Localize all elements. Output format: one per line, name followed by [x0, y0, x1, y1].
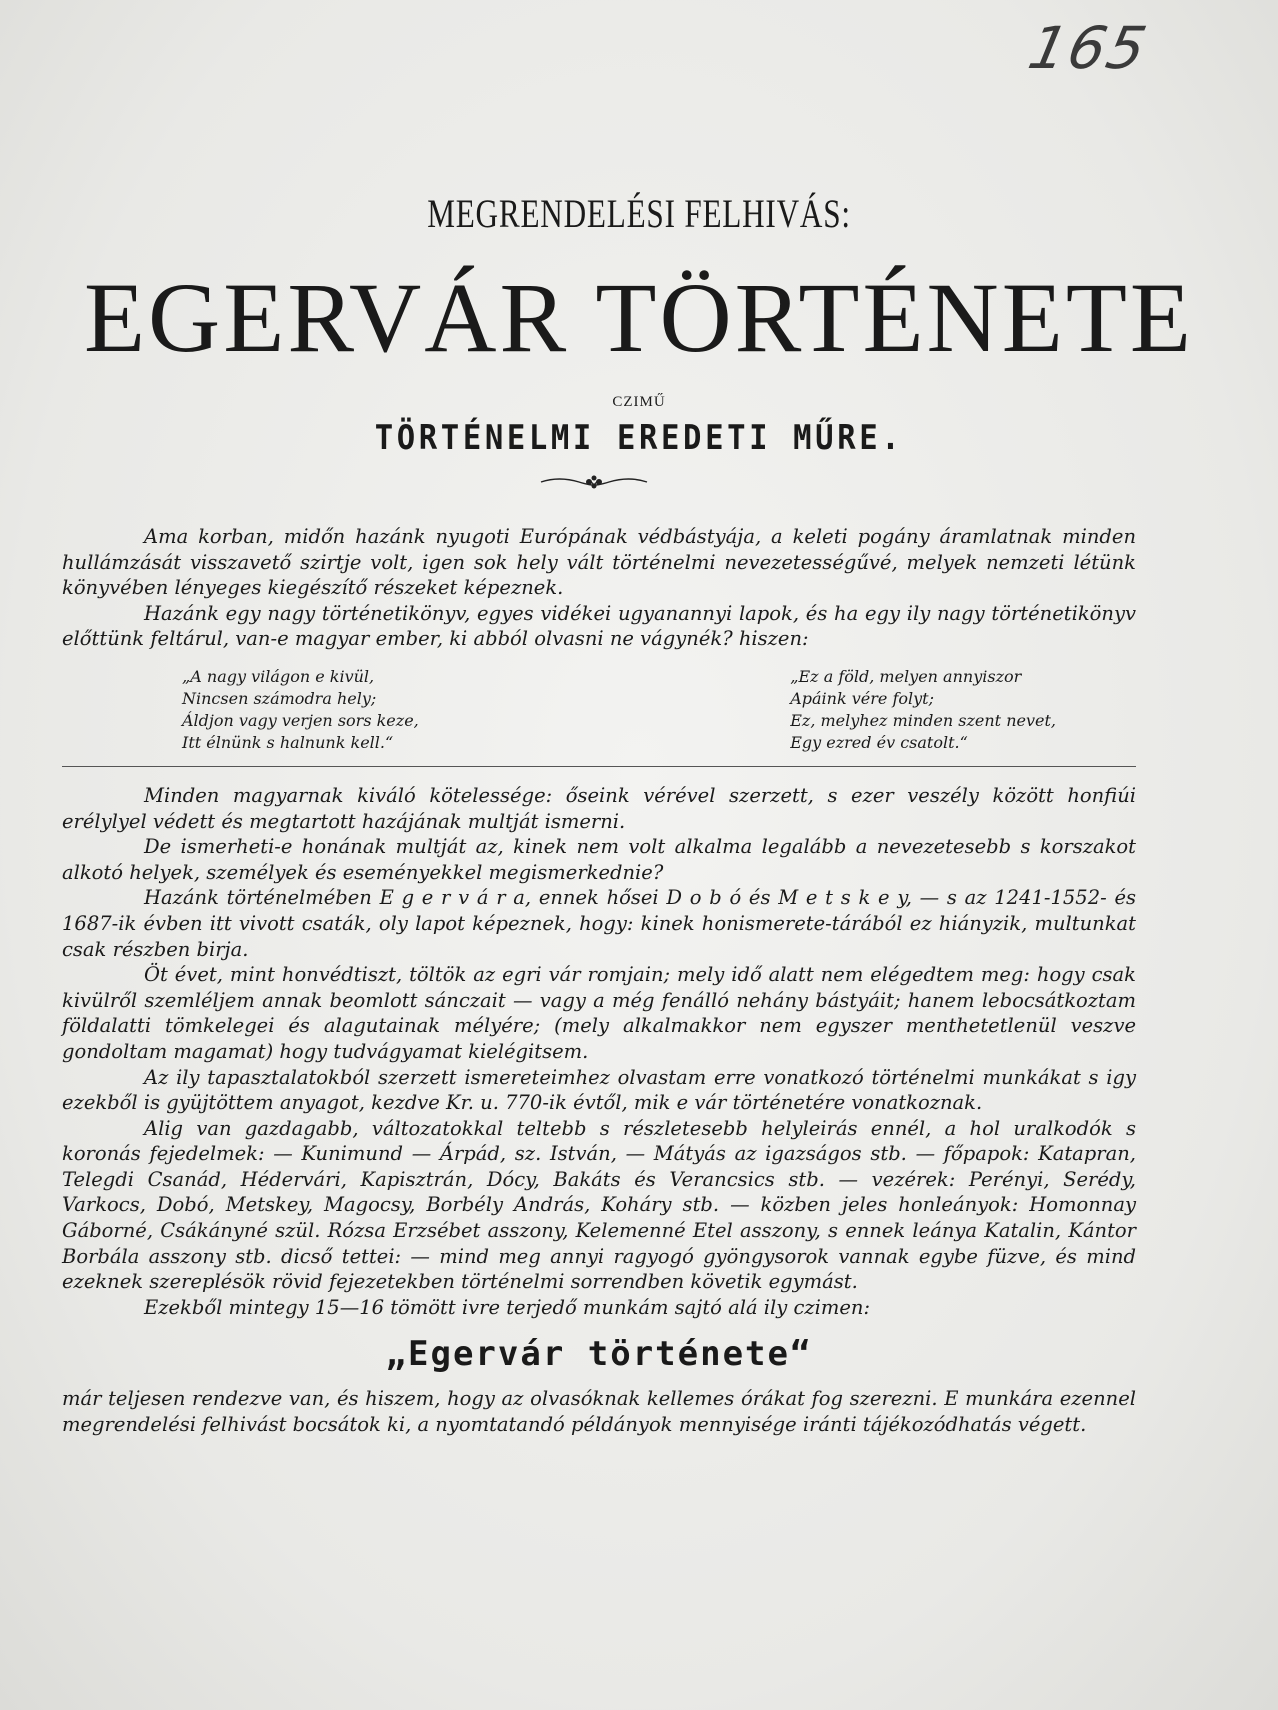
verse-left: [182, 666, 419, 754]
verse-line: Nincsen számodra hely;: [182, 688, 377, 708]
document-body: [62, 524, 1136, 1437]
verse-right: [790, 666, 1056, 754]
document-title: EGERVÁR TÖRTÉNETE: [83, 262, 1195, 373]
verse-line: Ez, melyhez minden szent nevet,: [790, 710, 1056, 730]
paragraph: Alig van gazdagabb, változatokkal teltebb s részletesebb helyleirás ennél, a hol uralkodók s koronás fejedelmek: — Kunimund — Árpád, sz. István, — Mátyás az igazságos stb. — főpapok: Katapran, Telegdi Csanád, Hédervári, Kapisztrán, Dócy, Bakáts és Verancsics stb. — vezérek: Perényi, Serédy, Varkocs, Dobó, Metskey, Magocsy, Borbély András, Koháry stb. — közben jeles honleányok: Homonnay Gáborné, Csákányné szül. Rózsa Erzsébet asszony, Kelemenné Etel asszony, s ennek leánya Katalin, Kántor Borbála asszony stb. dicső tettei: — mind meg annyi ragyogó gyöngysorok vannak egybe füzve, és mind ezeknek szereplésök rövid fejezetekben történelmi sorrendben követik egymást.: [62, 1116, 1136, 1294]
paragraph: Ama korban, midőn hazánk nyugoti Európának védbástyája, a keleti pogány áramlatnak minden hullámzását visszavető szirtje volt, igen sok hely vált történelmi nevezetességűvé, melyek nemzeti létünk könyvében lényeges kiegészítő részeket képeznek.: [62, 525, 1136, 600]
book-title: „Egervár története“: [385, 1334, 813, 1375]
paragraph: Ezekből mintegy 15—16 tömött ivre terjedő munkám sajtó alá ily czimen:: [144, 1295, 871, 1319]
verse-line: Áldjon vagy verjen sors keze,: [182, 710, 419, 730]
handwritten-page-number: 165: [1022, 14, 1154, 82]
closing-paragraph: már teljesen rendezve van, és hiszem, hogy az olvasóknak kellemes órákat fog szerezni. E munkára ezennel megrendelési felhivást bocsátok ki, a nyomtatandó példányok mennyisége iránti tájékozódhatás végett.: [62, 1387, 1136, 1436]
ornament-divider-icon: [539, 472, 649, 492]
verse-line: „Ez a föld, melyen annyiszor: [790, 666, 1022, 686]
announcement-kicker: MEGRENDELÉSI FELHIVÁS:: [427, 191, 851, 236]
verse-line: Egy ezred év csatolt.“: [790, 732, 968, 752]
paragraph: Öt évet, mint honvédtiszt, töltök az egri vár romjain; mely idő alatt nem elégedtem meg: hogy csak kivülről szemléljem annak beomlott sánczait — vagy a még fenálló nehány bástyáit; hanem lebocsátkoztam földalatti tömkelegei és alagutainak mélyére; (mely alkalmakkor nem egyszer menthetetlenül veszve gondoltam magamat) hogy tudvágyamat kielégitsem.: [62, 963, 1136, 1063]
czimu-label: CZIMŰ: [612, 394, 666, 410]
document-subtitle: TÖRTÉNELMI EREDETI MŰRE.: [374, 418, 904, 458]
paragraph: Hazánk történelmében E g e r v á r a, ennek hősei D o b ó és M e t s k e y, — s az 1241-1552- és 1687-ik évben itt vivott csaták, oly lapot képeznek, hogy: kinek honismerete-tárából ez hiányzik, multunkat csak részben birja.: [62, 886, 1136, 961]
paragraph: De ismerheti-e honának multját az, kinek nem volt alkalma legalább a nevezetesebb s korszakot alkotó helyek, személyek és eseményekkel megismerkednie?: [62, 835, 1136, 884]
paragraph: Minden magyarnak kiváló kötelessége: őseink vérével szerzett, s ezer veszély között honfiúi erélylyel védett és megtartott hazájának multját ismerni.: [62, 783, 1136, 833]
verse-line: Apáink vére folyt;: [790, 688, 934, 708]
paragraph: Hazánk egy nagy történetikönyv, egyes vidékei ugyanannyi lapok, és ha egy ily nagy történetikönyv előttünk feltárul, van-e magyar ember, ki abból olvasni ne vágynék? hiszen:: [62, 601, 1136, 651]
verse-line: „A nagy világon e kivül,: [182, 666, 375, 686]
horizontal-rule: [62, 766, 1136, 767]
verse-quotes: [182, 666, 1056, 754]
paragraph: Az ily tapasztalatokból szerzett ismereteimhez olvastam erre vonatkozó történelmi munkákat s igy ezekből is gyüjtöttem anyagot, kezdve Kr. u. 770-ik évtől, mik e vár történetére vonatkoznak.: [62, 1065, 1136, 1115]
verse-line: Itt élnünk s halnunk kell.“: [182, 732, 394, 752]
